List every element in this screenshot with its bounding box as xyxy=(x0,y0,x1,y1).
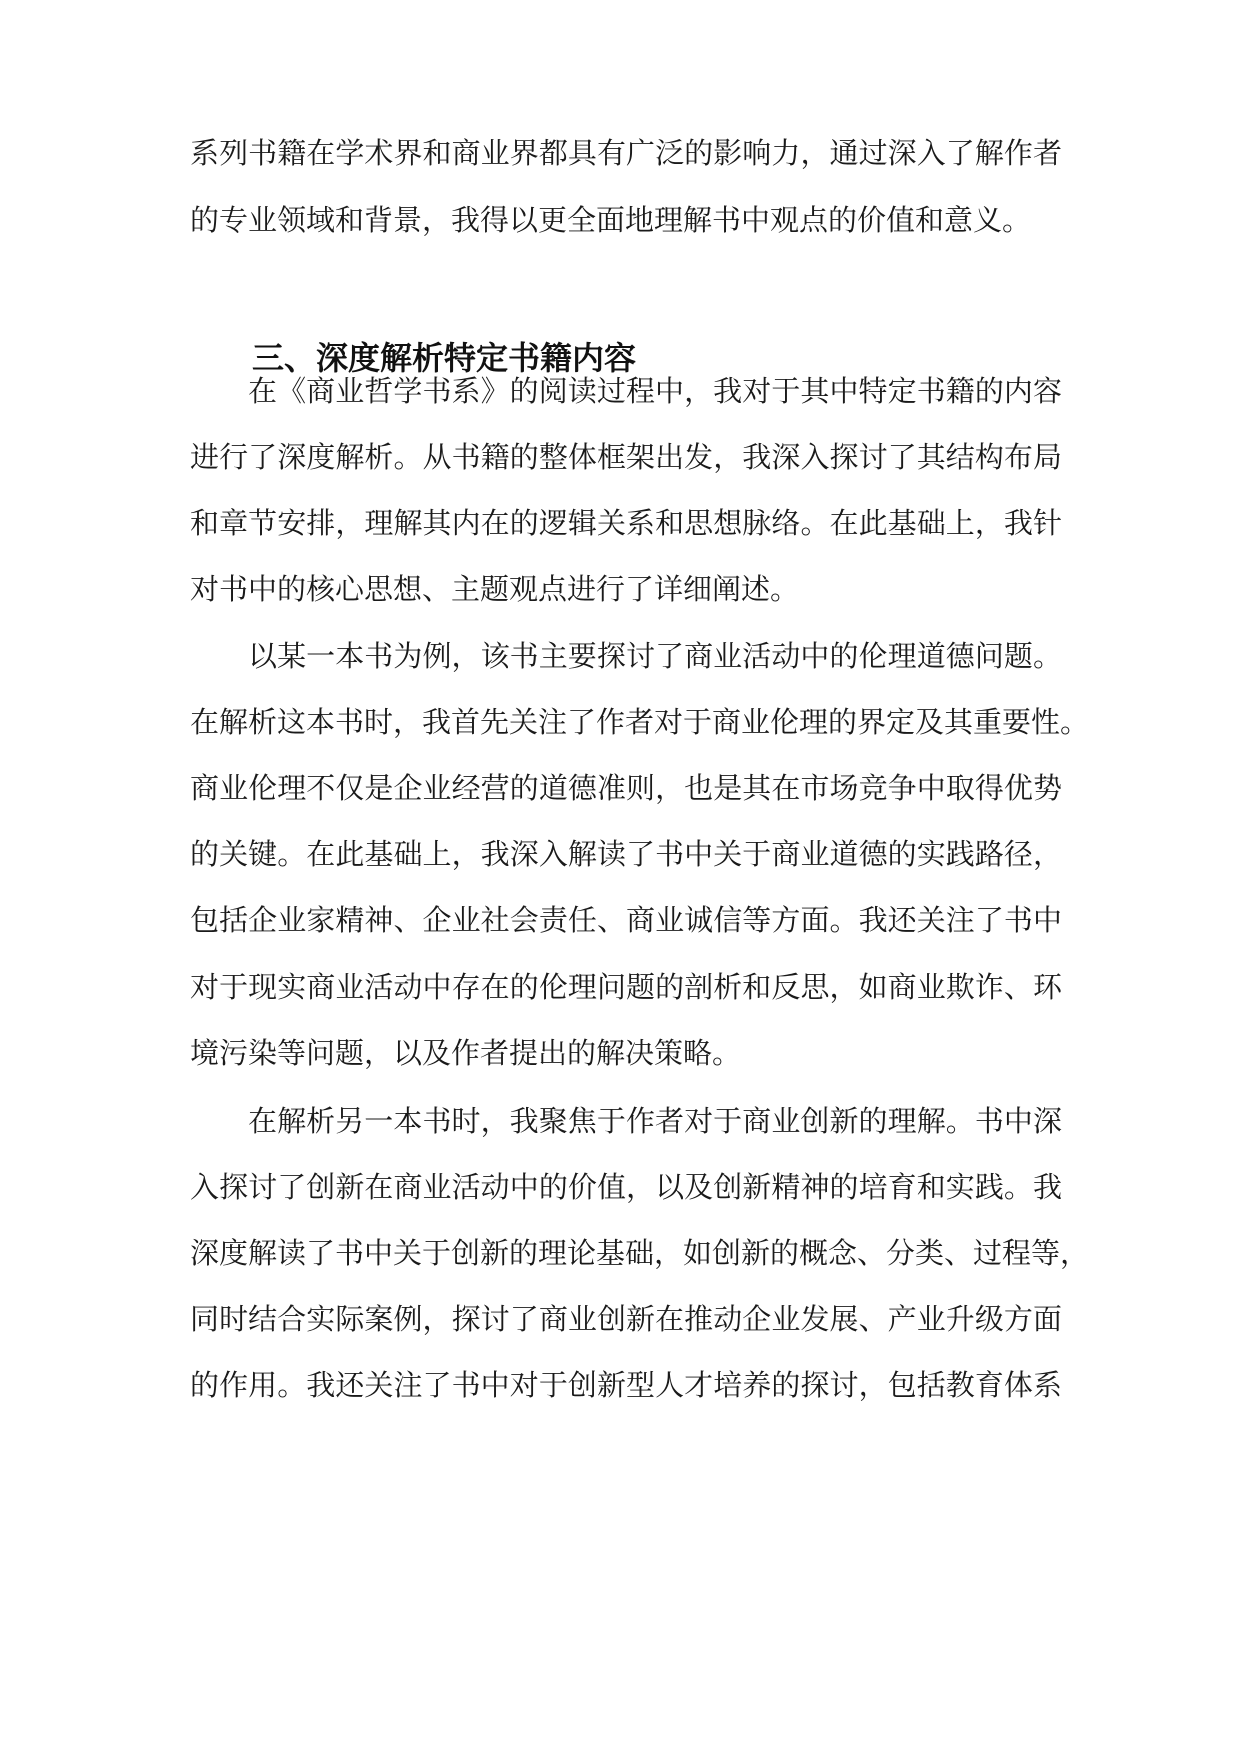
paragraph-line: 在解析这本书时，我首先关注了作者对于商业伦理的界定及其重要性。 xyxy=(190,705,1090,739)
paragraph-line: 对书中的核心思想、主题观点进行了详细阐述。 xyxy=(190,572,800,606)
paragraph-line: 商业伦理不仅是企业经营的道德准则，也是其在市场竞争中取得优势 xyxy=(190,771,1062,805)
paragraph-line: 进行了深度解析。从书籍的整体框架出发，我深入探讨了其结构布局 xyxy=(190,440,1062,474)
paragraph-line: 境污染等问题，以及作者提出的解决策略。 xyxy=(190,1036,742,1070)
paragraph-line: 入探讨了创新在商业活动中的价值，以及创新精神的培育和实践。我 xyxy=(190,1170,1062,1204)
paragraph-line: 对于现实商业活动中存在的伦理问题的剖析和反思，如商业欺诈、环 xyxy=(190,970,1062,1004)
paragraph-line: 同时结合实际案例，探讨了商业创新在推动企业发展、产业升级方面 xyxy=(190,1302,1062,1336)
paragraph-line: 深度解读了书中关于创新的理论基础，如创新的概念、分类、过程等， xyxy=(190,1236,1090,1270)
paragraph-line: 包括企业家精神、企业社会责任、商业诚信等方面。我还关注了书中 xyxy=(190,903,1062,937)
section-heading: 三、深度解析特定书籍内容 xyxy=(252,339,637,377)
paragraph-line: 系列书籍在学术界和商业界都具有广泛的影响力，通过深入了解作者 xyxy=(190,136,1062,170)
paragraph-line: 的专业领域和背景，我得以更全面地理解书中观点的价值和意义。 xyxy=(190,203,1032,237)
paragraph-line: 的关键。在此基础上，我深入解读了书中关于商业道德的实践路径， xyxy=(190,837,1062,871)
paragraph-line: 的作用。我还关注了书中对于创新型人才培养的探讨，包括教育体系 xyxy=(190,1368,1062,1402)
paragraph-line: 在解析另一本书时，我聚焦于作者对于商业创新的理解。书中深 xyxy=(248,1104,1062,1138)
paragraph-line: 以某一本书为例，该书主要探讨了商业活动中的伦理道德问题。 xyxy=(248,639,1062,673)
paragraph-line: 和章节安排，理解其内在的逻辑关系和思想脉络。在此基础上，我针 xyxy=(190,506,1062,540)
paragraph-line: 在《商业哲学书系》的阅读过程中，我对于其中特定书籍的内容 xyxy=(248,374,1062,408)
